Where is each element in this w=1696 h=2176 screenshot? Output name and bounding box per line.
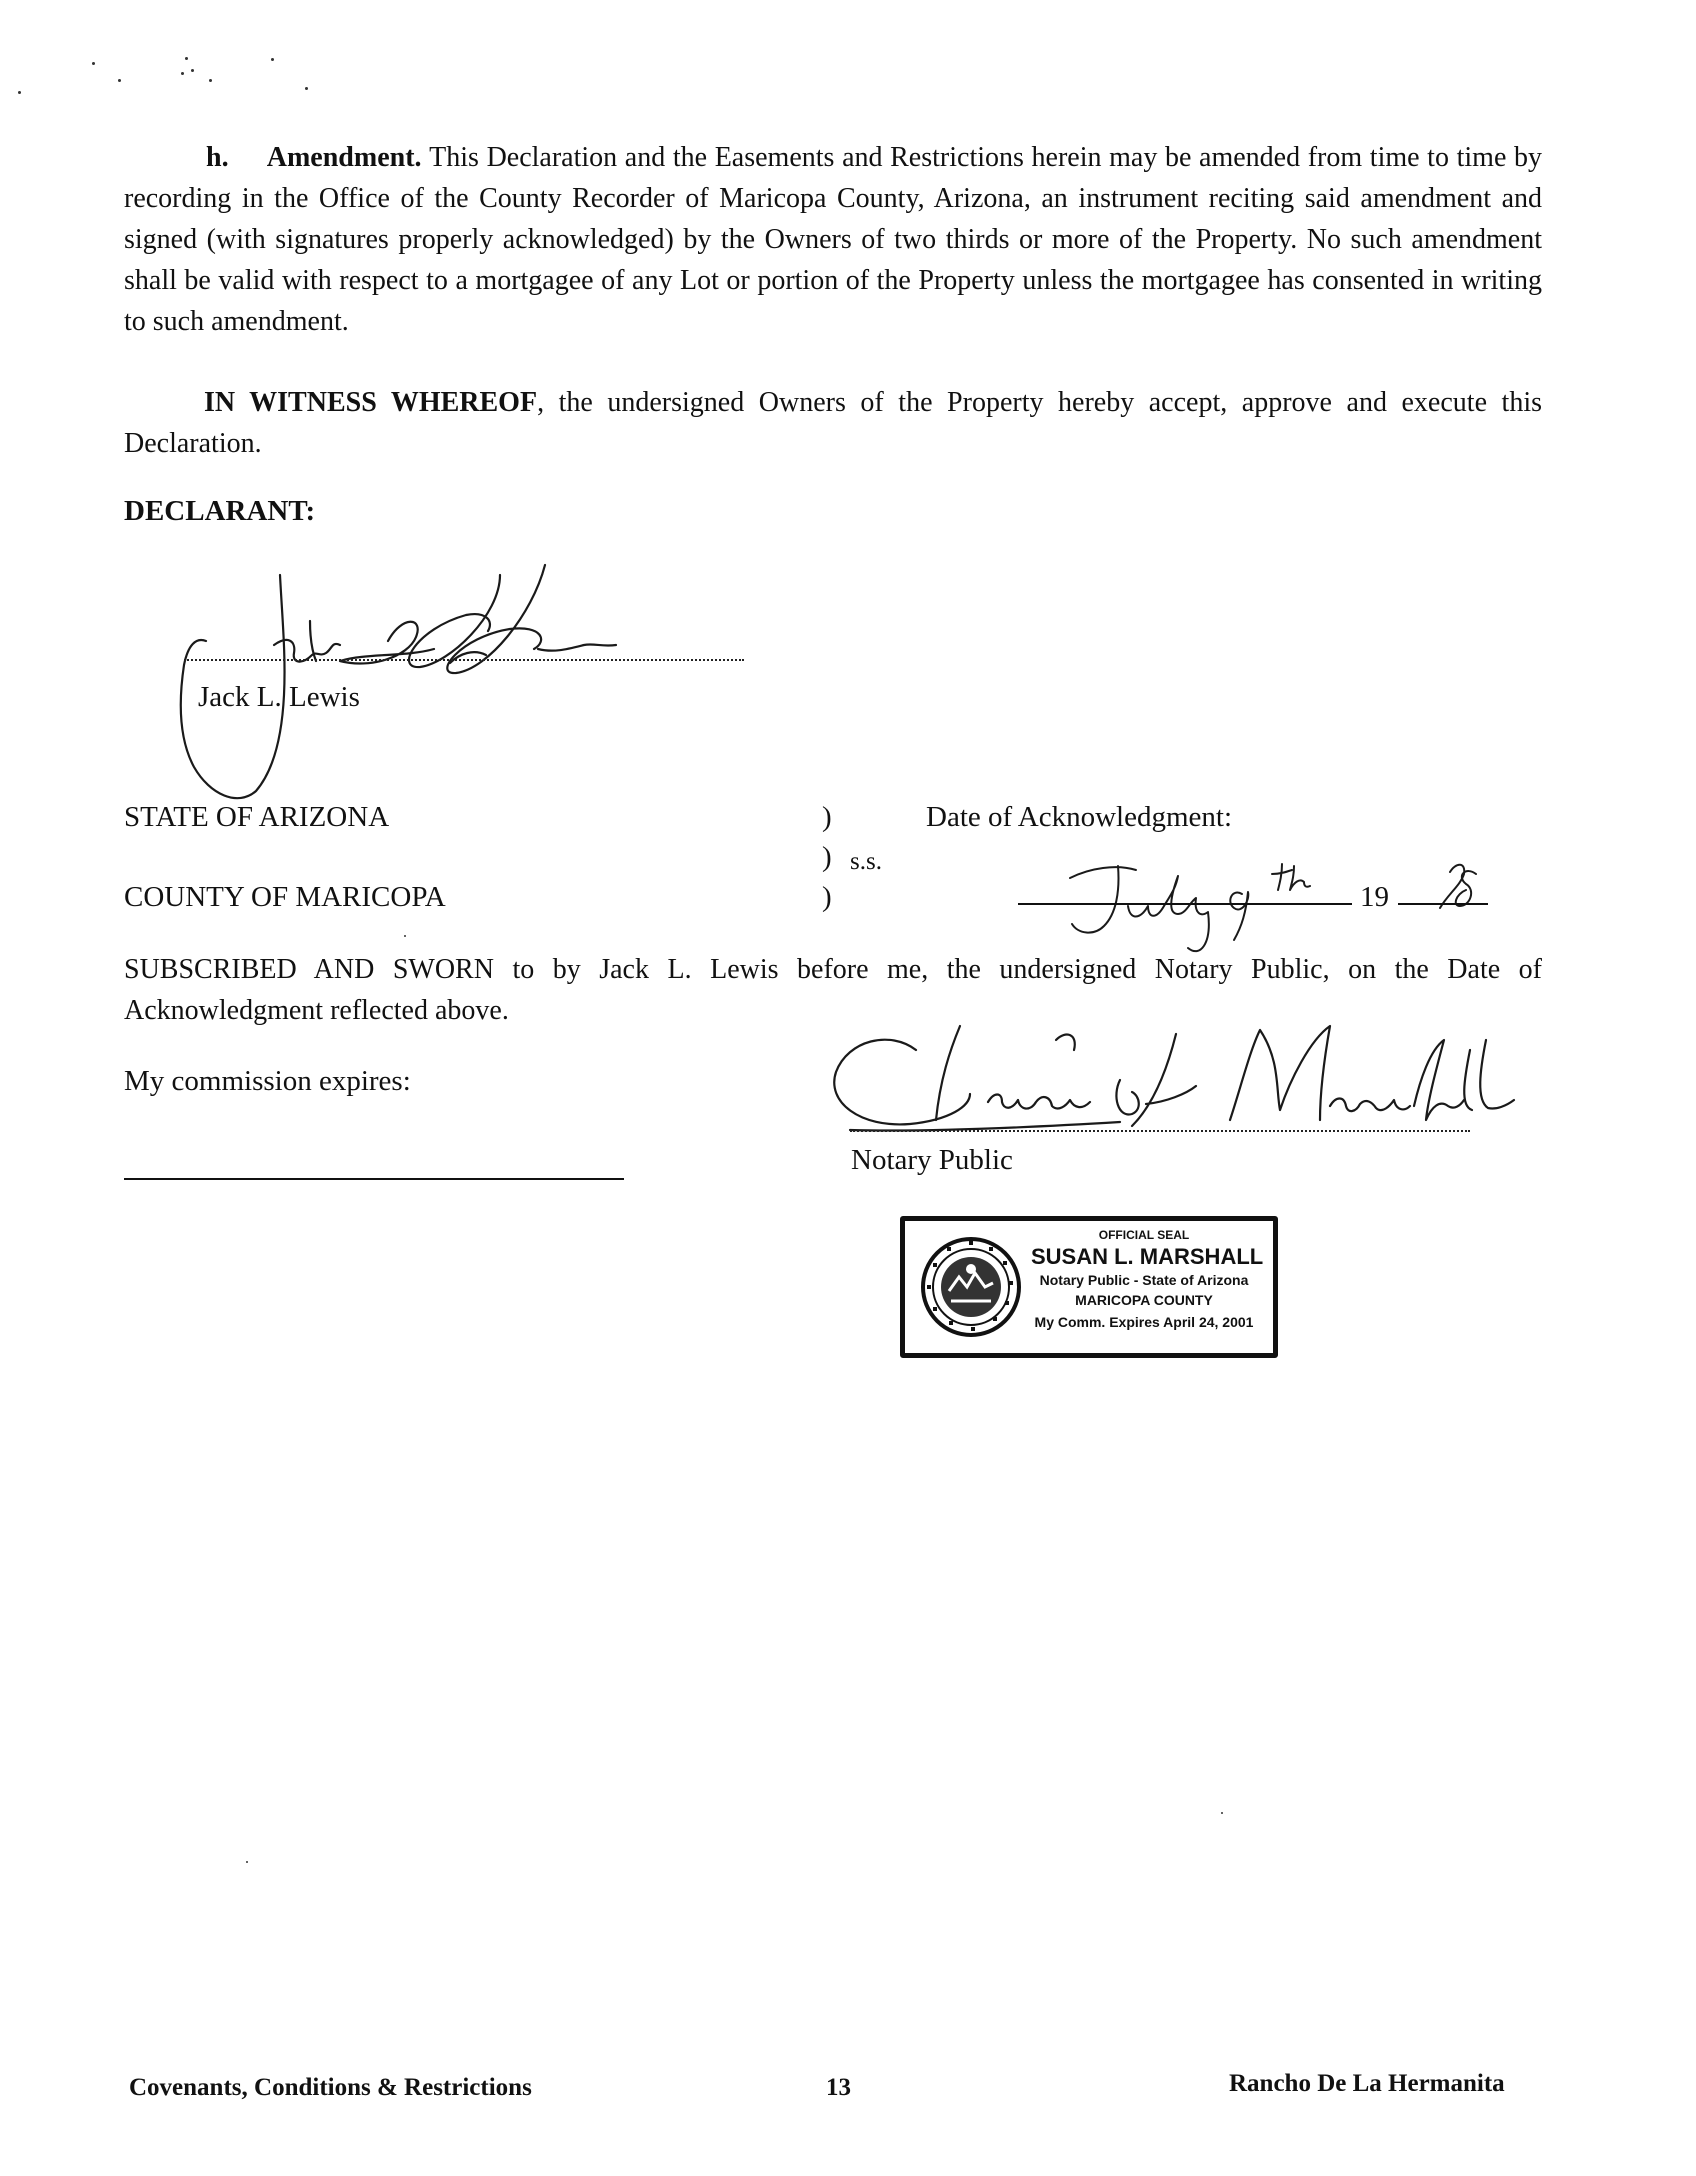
acknowledgment-date-line [1018, 903, 1352, 905]
acknowledgment-date-text: July 9th [1060, 878, 1064, 879]
year-handwritten-text: 98 [1430, 878, 1431, 879]
seal-official-label: OFFICIAL SEAL [1098, 1228, 1190, 1242]
commission-line [124, 1178, 624, 1180]
amendment-heading: Amendment. [266, 142, 422, 173]
seal-state: Notary Public - State of Arizona [1039, 1272, 1249, 1288]
witness-paragraph [124, 382, 1542, 464]
venue-paren-3: ) [822, 881, 832, 913]
venue-paren-1: ) [822, 801, 832, 833]
year-line [1398, 903, 1488, 905]
scan-speck [404, 935, 406, 937]
amendment-text: This Declaration and the Easements and Restrictions herein may be amended from time to time by recording in the Office of the County Recorder of Maricopa County, Arizona, an instrument reciting said amendment and signed (with signatures properly acknowledged) by the Owners of two thirds or more of the Property. No such amendment shall be valid with respect to a mortgagee of any Lot or portion of the Property unless the mortgagee has consented in writing to such amendment. [124, 142, 1542, 337]
acknowledgment-label: Date of Acknowledgment: [926, 801, 1233, 833]
notary-signature-text: Susan L. Marshall [1020, 1090, 1028, 1091]
scan-speck [1221, 1812, 1223, 1814]
year-prefix: 19 [1360, 881, 1389, 913]
witness-lead: IN WITNESS WHEREOF [204, 387, 538, 418]
venue-paren-2: ) [822, 841, 832, 873]
subscribed-lead: SUBSCRIBED AND SWORN [124, 954, 494, 985]
arizona-state-seal-icon [919, 1235, 1023, 1339]
notary-label: Notary Public [851, 1144, 1013, 1176]
declarant-name: Jack L. Lewis [198, 681, 360, 713]
declarant-signature-line [184, 659, 744, 661]
venue-state: STATE OF ARIZONA [124, 801, 390, 833]
notary-seal [900, 1216, 1278, 1358]
seal-expiration: My Comm. Expires April 24, 2001 [1034, 1314, 1254, 1330]
footer-right: Rancho De La Hermanita [1229, 2070, 1505, 2097]
witness-text: , the undersigned Owners of the Property hereby accept, approve and execute this Declaration. [124, 387, 1542, 459]
venue-ss: s.s. [850, 848, 882, 875]
amendment-paragraph [124, 137, 1542, 342]
footer-page-number: 13 [826, 2074, 851, 2101]
scan-speck [246, 1861, 248, 1863]
declarant-heading: DECLARANT: [124, 495, 316, 527]
declarant-signature-text: Jack L. Lewis [200, 715, 206, 716]
footer-left: Covenants, Conditions & Restrictions [129, 2074, 532, 2101]
subscribed-text: to by Jack L. Lewis before me, the undersigned Notary Public, on the Date of Acknowledgment reflected above. [124, 954, 1542, 1026]
notary-signature [820, 1010, 1520, 1160]
seal-name: SUSAN L. MARSHALL [1031, 1244, 1264, 1269]
amendment-label: h. [206, 142, 229, 173]
notary-signature-line [850, 1130, 1470, 1132]
commission-label: My commission expires: [124, 1065, 411, 1097]
venue-county: COUNTY OF MARICOPA [124, 881, 446, 913]
seal-county: MARICOPA COUNTY [1075, 1292, 1213, 1308]
